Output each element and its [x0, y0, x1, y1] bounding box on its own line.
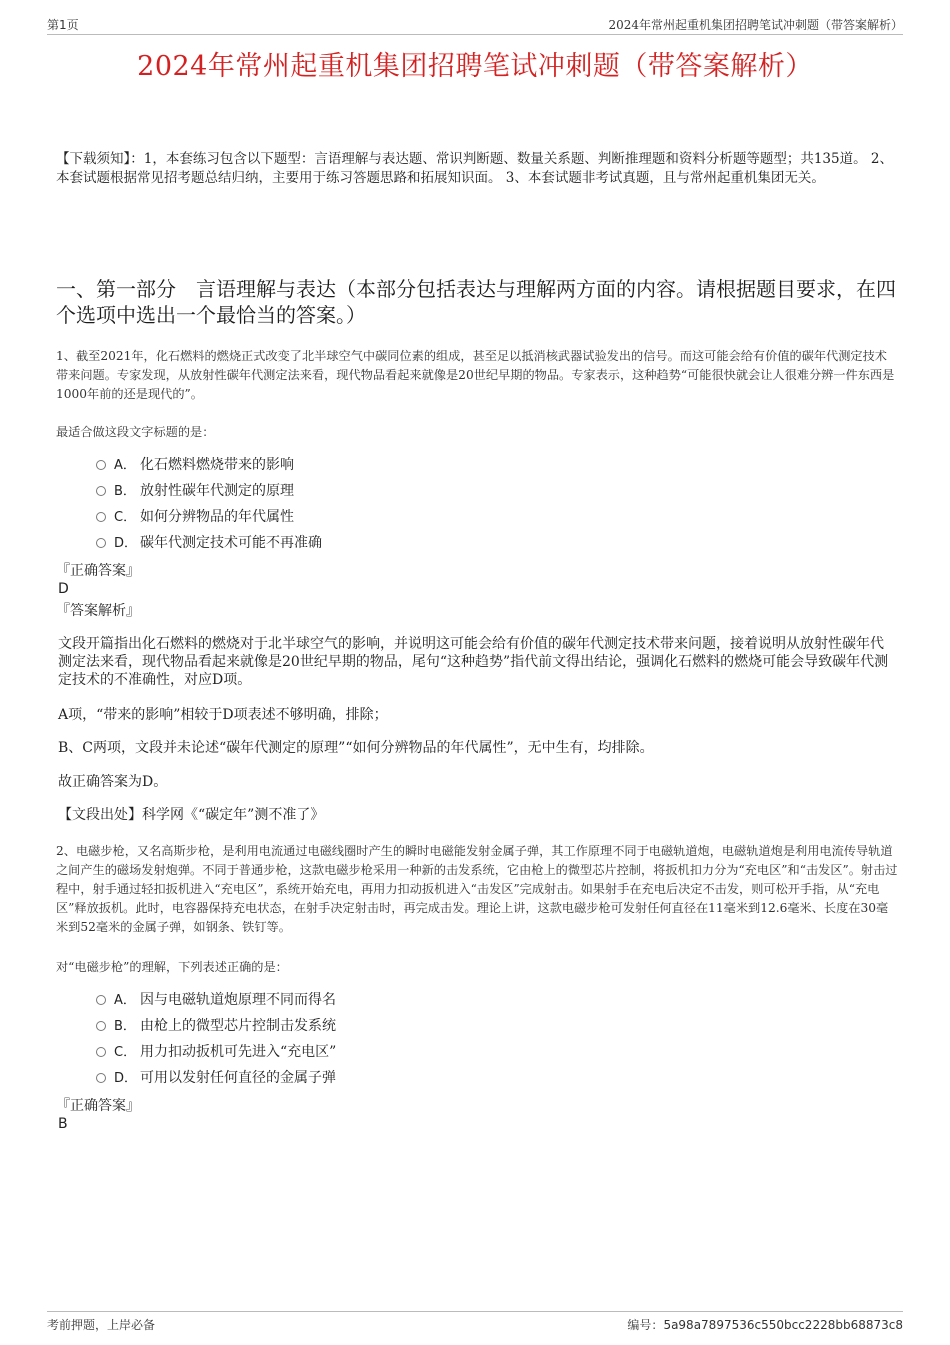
radio-icon[interactable] [96, 538, 106, 548]
q1-answer: D [58, 581, 69, 597]
radio-icon[interactable] [96, 1021, 106, 1031]
q2-option-c[interactable]: C． 用力扣动扳机可先进入“充电区” [96, 1041, 516, 1063]
q1-option-c[interactable]: C． 如何分辨物品的年代属性 [96, 506, 516, 528]
q1-passage: 1、截至2021年，化石燃料的燃烧正式改变了北半球空气中碳同位素的组成，甚至足以抵消核武器试验发出的信号。而这可能会给有价值的碳年代测定技术带来问题。专家发现，从放射性碳年代测定法来看，现代物品看起来就像是20世纪早期的物品。专家表示，这种趋势“可能很快就会让人很难分辨一件东西是1000年前的还是现代的”。 [56, 349, 895, 401]
q1-analysis-paragraph: 故正确答案为D。 [58, 774, 168, 790]
radio-icon[interactable] [96, 995, 106, 1005]
q1-source: 【文段出处】科学网《“碳定年”测不准了》 [58, 807, 325, 823]
footer-slogan: 考前押题，上岸必备 [47, 1318, 156, 1332]
q1-option-d[interactable]: D． 碳年代测定技术可能不再准确 [96, 532, 516, 554]
q1-analysis-paragraph: A项，“带来的影响”相较于D项表述不够明确，排除； [58, 707, 388, 723]
q1-answer-label: 『正确答案』 [56, 563, 140, 579]
footer-code-label: 编号： [627, 1318, 664, 1332]
download-notice: 【下载须知】：1，本套练习包含以下题型：言语理解与表达题、常识判断题、数量关系题、判断推理题和资料分析题等题型；共135道。 2、本套试题根据常见招考题总结归纳，主要用于练习答题思路和拓展知识面。 3、本套试题非考试真题，且与常州起重机集团无关。 [56, 151, 893, 186]
footer-code-value: 5a98a7897536c550bcc2228bb68873c8 [663, 1318, 903, 1332]
q2-prompt: 对“电磁步枪”的理解，下列表述正确的是： [56, 960, 288, 974]
q1-prompt: 最适合做这段文字标题的是： [56, 425, 215, 439]
radio-icon[interactable] [96, 512, 106, 522]
radio-icon[interactable] [96, 460, 106, 470]
q2-option-b[interactable]: B． 由枪上的微型芯片控制击发系统 [96, 1015, 516, 1037]
q1-analysis-paragraph: B、C两项，文段并未论述“碳年代测定的原理”“如何分辨物品的年代属性”，无中生有，均排除。 [58, 740, 654, 756]
radio-icon[interactable] [96, 1047, 106, 1057]
section-title: 一、第一部分 言语理解与表达（本部分包括表达与理解两方面的内容。请根据题目要求，在四个选项中选出一个最恰当的答案。） [56, 277, 896, 327]
q1-option-b[interactable]: B． 放射性碳年代测定的原理 [96, 480, 516, 502]
q1-option-a[interactable]: A． 化石燃料燃烧带来的影响 [96, 454, 516, 476]
q2-answer-label: 『正确答案』 [56, 1098, 140, 1114]
page-header [47, 14, 903, 35]
q2-passage: 2、电磁步枪，又名高斯步枪，是利用电流通过电磁线圈时产生的瞬时电磁能发射金属子弹，其工作原理不同于电磁轨道炮，电磁轨道炮是利用电流传导轨道之间产生的磁场发射炮弹。不同于普通步枪，这款电磁步枪采用一种新的击发系统，它由枪上的微型芯片控制，将扳机扣力分为“充电区”和“击发区”。射击过程中，射手通过轻扣扳机进入“充电区”，系统开始充电，再用力扣动扳机进入“击发区”完成射击。如果射手在充电后决定不击发，则可松开手指，从“充电区”释放扳机。此时，电容器保持充电状态，在射手决定射击时，再完成击发。理论上讲，这款电磁步枪可发射任何直径在11毫米到12.6毫米、长度在30毫米到52毫米的金属子弹，如钢条、铁钉等。 [56, 844, 898, 934]
page-title: 2024年常州起重机集团招聘笔试冲刺题（带答案解析） [137, 51, 813, 82]
q1-analysis-label: 『答案解析』 [56, 603, 140, 619]
q1-analysis-paragraph: 文段开篇指出化石燃料的燃烧对于北半球空气的影响，并说明这可能会给有价值的碳年代测定技术带来问题，接着说明从放射性碳年代测定法来看，现代物品看起来就像是20世纪早期的物品，尾句“这种趋势”指代前文得出结论，强调化石燃料的燃烧可能会导致碳年代测定技术的不准确性，对应D项。 [58, 636, 889, 688]
page-footer [47, 1311, 903, 1334]
q2-option-d[interactable]: D． 可用以发射任何直径的金属子弹 [96, 1067, 516, 1089]
page-number: 第1页 [47, 18, 79, 32]
footer-code [627, 1316, 903, 1333]
radio-icon[interactable] [96, 1073, 106, 1083]
radio-icon[interactable] [96, 486, 106, 496]
header-doc-title: 2024年常州起重机集团招聘笔试冲刺题（带答案解析） [608, 18, 903, 32]
q2-option-a[interactable]: A． 因与电磁轨道炮原理不同而得名 [96, 989, 516, 1011]
q2-answer: B [58, 1116, 68, 1132]
